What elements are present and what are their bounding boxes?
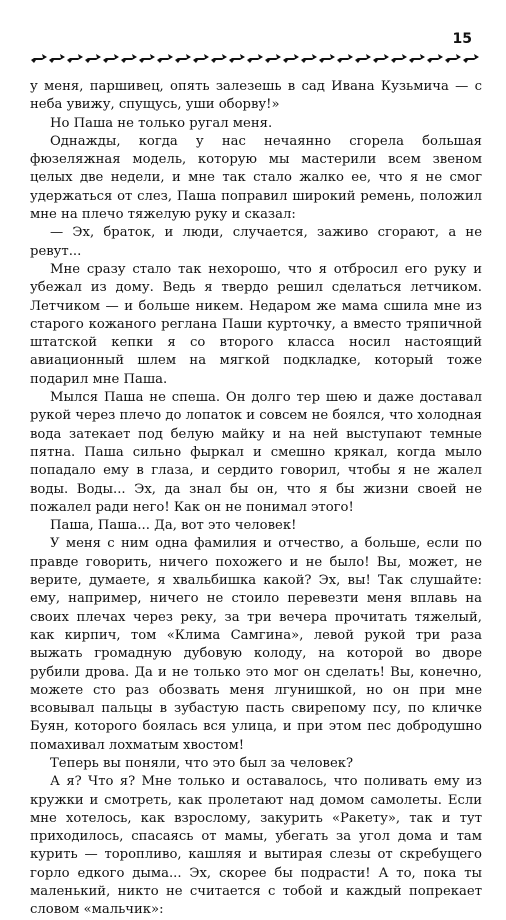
ornament-arrow [427,54,443,60]
paragraph: Однажды, когда у нас нечаянно сгорела большая фюзеляжная модель, которую мы мастерили всем звеном целых две недели, и мне так стало жалко ее, что я не смог удержаться от слез, Паша поправил широкий ремень, положил мне на плечо тяжелую руку и сказал: [30,133,482,223]
body-text [30,78,482,920]
ornament-arrow [391,54,407,60]
ornament-arrow [409,54,425,60]
ornament-arrow-tail [445,60,450,63]
ornament-arrow [247,54,263,60]
paragraph: Паша, Паша... Да, вот это человек! [50,518,297,534]
ornament-arrow [319,54,335,60]
ornament-arrow [85,54,101,60]
ornament-arrow-tail [157,60,162,63]
ornament-arrow-tail [229,60,234,63]
ornament-arrow [31,54,47,60]
ornament-arrow-tail [175,60,180,63]
ornament-arrow-tail [391,60,396,63]
paragraph: У меня с ним одна фамилия и отчество, а больше, если по правде говорить, ничего похожего и не было! Вы, может, не верите, думаете, я хвальбишка какой? Эх, вы! Так слушайте: ему, например, ничего не стоило перевезти меня вплавь на своих плечах через реку, за три вечера прочитать тяжелый, как кирпич, том «Клима Самгина», левой рукой три раза выжать громадную дубовую колоду, на которой во дворе рубили дрова. Да и не только это мог он сделать! Вы, конечно, можете сто раз обозвать меня лгунишкой, но он при мне всовывал пальцы в зубастую пасть свирепому псу, по кличке Буян, которого боялась вся улица, и при этом пес добродушно помахивал лохматым хвостом! [30,536,482,753]
ornament-arrow-tail [193,60,198,63]
ornament-arrow [175,54,191,60]
paragraph: Мылся Паша не спеша. Он долго тер шею и даже доставал рукой через плечо до лопаток и совсем не боялся, что холодная вода затекает под белую майку и на ней выступают темные пятна. Паша сильно фыркал и смешно крякал, когда мыло попадало ему в глаза, и сердито говорил, чтобы я не жалел воды. Воды... Эх, да знал бы он, что я бы жизни своей не пожалел ради него! Как он не понимал этого! [30,390,482,515]
ornament-arrow [445,54,461,60]
ornament-arrow [193,54,209,60]
ornament-arrow [463,54,479,60]
ornament-arrow-tail [85,60,90,63]
ornament-arrow-tail [319,60,324,63]
ornament-arrow-tail [67,60,72,63]
paragraph: Мне сразу стало так нехорошо, что я отбросил его руку и убежал из дому. Ведь я твердо решил сделаться летчиком. Летчиком — и больше никем. Недаром же мама сшила мне из старого кожаного реглана Паши курточку, а вместо тряпичной штатской кепки я со второго класса носил настоящий авиационный шлем на мягкой подкладке, который тоже подарил мне Паша. [30,261,482,387]
ornament-arrow [265,54,281,60]
paragraph: — Эх, браток, и люди, случается, заживо сгорают, а не ревут... [30,225,482,259]
ornament-arrow-tail [463,60,468,63]
ornament-arrow [49,54,65,60]
ornament-arrow-tail [49,60,54,63]
paragraph: Но Паша не только ругал меня. [50,115,273,131]
page-number: 15 [452,31,472,47]
ornament-arrow-tail [247,60,252,63]
ornament-arrow-tail [373,60,378,63]
ornament-arrow-tail [139,60,144,63]
ornament-arrow [301,54,317,60]
ornament-arrow [103,54,119,60]
ornament-arrow [337,54,353,60]
ornament-arrow [67,54,83,60]
ornament-arrow-tail [265,60,270,63]
paragraph: у меня, паршивец, опять залезешь в сад Ивана Кузьмича — с неба увижу, спущусь, уши оборву!» [30,79,482,113]
ornament-arrow-tail [283,60,288,63]
ornament-arrow [211,54,227,60]
paragraph: А я? Что я? Мне только и оставалось, что поливать ему из кружки и смотреть, как пролетают над домом самолеты. Если мне хотелось, как взрослому, закурить «Ракету», так и тут приходилось, спасаясь от мамы, убегать за угол дома и там курить — торопливо, кашляя и вытирая слезы от скребущего горло едкого дыма... Эх, скорее бы подрасти! А то, пока ты маленький, никто не считается с тобой и каждый попрекает словом «мальчик»: [30,774,482,918]
ornament-arrow-tail [409,60,414,63]
arrow-chain-ornament [30,52,480,64]
ornament-arrow [121,54,137,60]
ornament-arrow-tail [355,60,360,63]
ornament-arrow-tail [211,60,216,63]
ornament-arrow [139,54,155,60]
ornament-arrow [229,54,245,60]
ornament-arrow-tail [121,60,126,63]
ornament-arrow [355,54,371,60]
paragraph: Теперь вы поняли, что это был за человек? [50,755,354,771]
ornament-arrow [283,54,299,60]
ornament-arrow-tail [427,60,432,63]
ornament-arrow [157,54,173,60]
ornament-arrow-tail [337,60,342,63]
ornament-arrow [373,54,389,60]
ornament-arrow-tail [103,60,108,63]
ornament-arrow-tail [31,60,36,63]
ornament-arrow-tail [301,60,306,63]
